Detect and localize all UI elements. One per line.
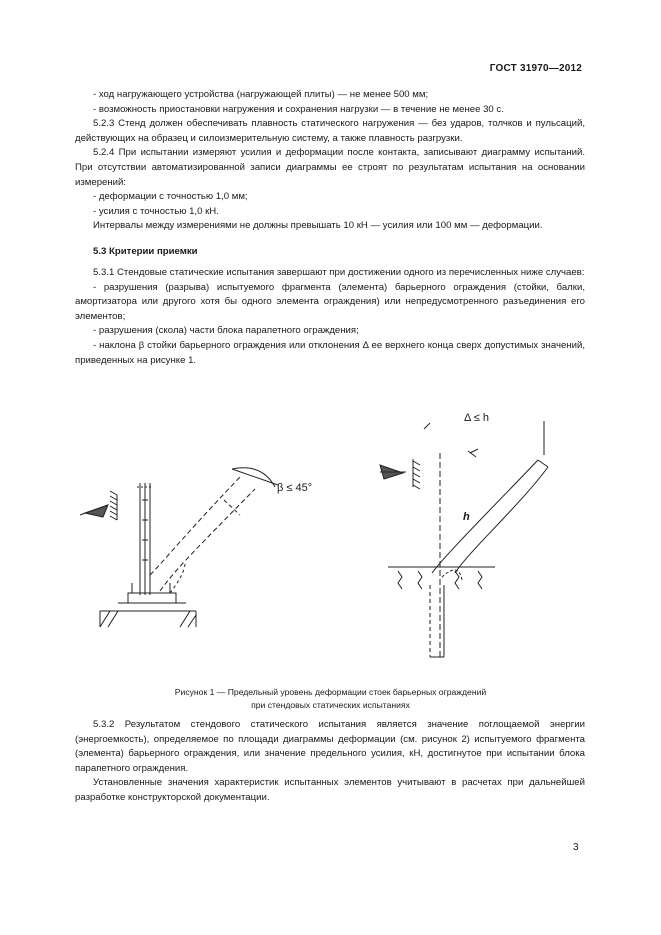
page-number: 3 bbox=[573, 842, 579, 853]
right-deflection-label: Δ ≤ h bbox=[464, 412, 490, 424]
paragraph: - деформации с точностью 1,0 мм; bbox=[93, 191, 248, 203]
document-number: ГОСТ 31970—2012 bbox=[489, 63, 582, 74]
paragraph: 5.3.1 Стендовые статические испытания завершают при достижении одного из перечисленных ниже случаев: bbox=[93, 267, 585, 278]
figure-1 bbox=[0, 395, 661, 680]
paragraph: Установленные значения характеристик испытанных элементов учитывают в расчетах при дальнейшей разработке конструкторской документации. bbox=[75, 777, 585, 803]
acceptance-block bbox=[75, 266, 585, 368]
paragraph: Интервалы между измерениями не должны превышать 10 кН — усилия или 100 мм — деформации. bbox=[93, 220, 543, 232]
paragraph: 5.2.4 При испытании измеряют усилия и деформации после контакта, записывают диаграмму испытаний. При отсутствии автоматизированной записи диаграммы ее строят по результатам испытания на основании измерений: bbox=[75, 147, 585, 188]
paragraph: - разрушения (скола) части блока парапетного ограждения; bbox=[93, 325, 359, 337]
paragraph: - ход нагружающего устройства (нагружающей плиты) — не менее 500 мм; bbox=[93, 89, 429, 100]
result-block bbox=[75, 718, 585, 806]
section-heading: 5.3 Критерии приемки bbox=[93, 246, 198, 257]
figure-caption bbox=[0, 686, 661, 711]
paragraph: 5.2.3 Стенд должен обеспечивать плавность статического нагружения — без ударов, толчков и пульсаций, действующих на образец и силоизмерительную систему, а также плавность разгрузки. bbox=[75, 118, 585, 144]
paragraph: - разрушения (разрыва) испытуемого фрагмента (элемента) барьерного ограждения (стойки, балки, амортизатора или другого хотя бы одного элемента ограждения) или непредусмотренного разъединения его элементов; bbox=[75, 281, 585, 322]
right-height-label: h bbox=[463, 511, 470, 523]
left-post-drawing bbox=[80, 468, 278, 627]
left-angle-label: β ≤ 45° bbox=[277, 482, 313, 494]
paragraph: 5.3.2 Результатом стендового статического испытания является значение поглощаемой энергии (энергоемкость), определяемое по площади диаграммы деформации (см. рисунок 2) испытуемого фрагмента (элемента) барьерного ограждения, или значение предельного усилия, кН, достигнутое при испытании блока парапетного ограждения. bbox=[75, 719, 585, 774]
paragraph: - возможность приостановки нагружения и сохранения нагрузки — в течение не менее 30 с. bbox=[93, 103, 504, 115]
requirements-block bbox=[75, 88, 585, 234]
paragraph: - усилия с точностью 1,0 кН. bbox=[93, 205, 219, 217]
caption-line-2: при стендовых статических испытаниях bbox=[251, 699, 410, 710]
paragraph: - наклона β стойки барьерного ограждения или отклонения Δ ее верхнего конца сверх допустимых значений, приведенных на рисунке 1. bbox=[75, 339, 585, 366]
caption-line-1: Рисунок 1 — Предельный уровень деформации стоек барьерных ограждений bbox=[174, 687, 487, 697]
right-post-drawing bbox=[380, 421, 548, 657]
